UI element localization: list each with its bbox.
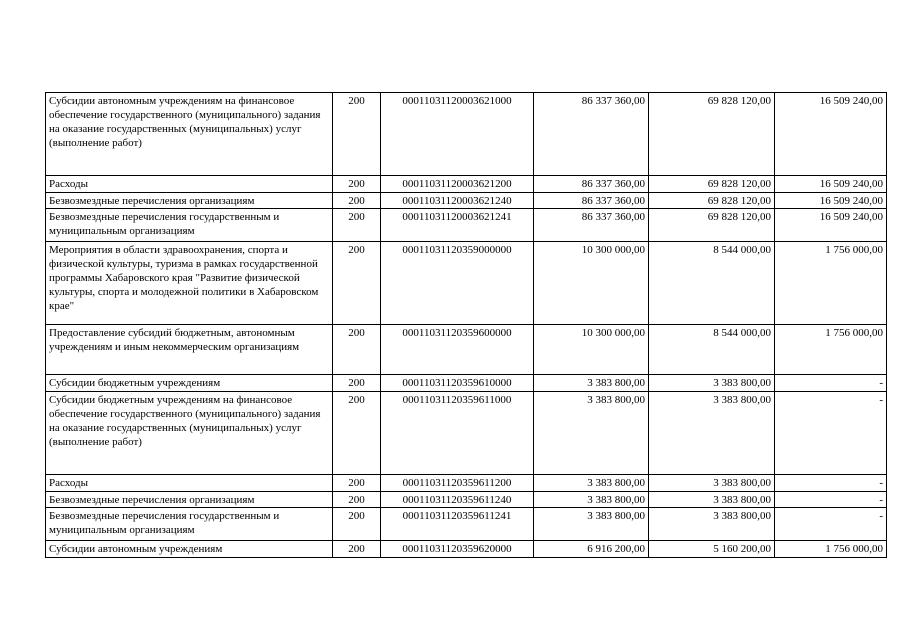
row-code-cell: 200 [333, 93, 381, 176]
row-name-cell: Расходы [46, 176, 333, 193]
row-kbk-cell: 00011031120359611000 [381, 392, 534, 475]
table-row [46, 475, 887, 492]
row-unexecuted-cell: 1 756 000,00 [775, 541, 887, 558]
row-name-cell: Субсидии автономным учреждениям [46, 541, 333, 558]
row-code-cell: 200 [333, 492, 381, 508]
row-name-cell: Расходы [46, 475, 333, 492]
row-executed-cell: 3 383 800,00 [649, 475, 775, 492]
table-row [46, 325, 887, 375]
row-unexecuted-cell: - [775, 492, 887, 508]
budget-table [45, 92, 887, 558]
row-executed-cell: 8 544 000,00 [649, 242, 775, 325]
row-executed-cell: 69 828 120,00 [649, 93, 775, 176]
table-row [46, 541, 887, 558]
row-kbk-cell: 00011031120359611240 [381, 492, 534, 508]
row-executed-cell: 8 544 000,00 [649, 325, 775, 375]
row-executed-cell: 3 383 800,00 [649, 508, 775, 541]
row-approved-cell: 86 337 360,00 [534, 176, 649, 193]
row-name-cell: Безвозмездные перечисления государственным и муниципальным организациям [46, 508, 333, 541]
table-row [46, 209, 887, 242]
row-code-cell: 200 [333, 541, 381, 558]
row-name-cell: Безвозмездные перечисления государственным и муниципальным организациям [46, 209, 333, 242]
row-code-cell: 200 [333, 508, 381, 541]
table-row [46, 392, 887, 475]
row-kbk-cell: 00011031120359600000 [381, 325, 534, 375]
table-row [46, 492, 887, 508]
row-name-cell: Субсидии бюджетным учреждениям на финансовое обеспечение государственного (муниципального) задания на оказание государственных (муниципальных) услуг (выполнение работ) [46, 392, 333, 475]
row-approved-cell: 86 337 360,00 [534, 209, 649, 242]
table-row [46, 193, 887, 209]
row-approved-cell: 86 337 360,00 [534, 93, 649, 176]
row-kbk-cell: 00011031120003621241 [381, 209, 534, 242]
row-code-cell: 200 [333, 392, 381, 475]
row-unexecuted-cell: - [775, 375, 887, 392]
row-code-cell: 200 [333, 209, 381, 242]
row-approved-cell: 3 383 800,00 [534, 508, 649, 541]
row-code-cell: 200 [333, 193, 381, 209]
row-unexecuted-cell: 16 509 240,00 [775, 193, 887, 209]
row-kbk-cell: 00011031120003621000 [381, 93, 534, 176]
row-kbk-cell: 00011031120359610000 [381, 375, 534, 392]
row-name-cell: Субсидии бюджетным учреждениям [46, 375, 333, 392]
row-executed-cell: 3 383 800,00 [649, 375, 775, 392]
row-unexecuted-cell: 16 509 240,00 [775, 176, 887, 193]
row-unexecuted-cell: 1 756 000,00 [775, 242, 887, 325]
row-code-cell: 200 [333, 325, 381, 375]
row-executed-cell: 3 383 800,00 [649, 392, 775, 475]
row-code-cell: 200 [333, 475, 381, 492]
row-kbk-cell: 00011031120003621240 [381, 193, 534, 209]
row-kbk-cell: 00011031120359611200 [381, 475, 534, 492]
row-kbk-cell: 00011031120359620000 [381, 541, 534, 558]
row-name-cell: Субсидии автономным учреждениям на финансовое обеспечение государственного (муниципального) задания на оказание государственных (муниципальных) услуг (выполнение работ) [46, 93, 333, 176]
row-code-cell: 200 [333, 375, 381, 392]
row-executed-cell: 3 383 800,00 [649, 492, 775, 508]
table-row [46, 375, 887, 392]
row-approved-cell: 3 383 800,00 [534, 492, 649, 508]
row-name-cell: Предоставление субсидий бюджетным, автономным учреждениям и иным некоммерческим организациям [46, 325, 333, 375]
table-row [46, 508, 887, 541]
row-unexecuted-cell: - [775, 392, 887, 475]
row-approved-cell: 3 383 800,00 [534, 392, 649, 475]
table-row [46, 176, 887, 193]
row-kbk-cell: 00011031120359611241 [381, 508, 534, 541]
row-approved-cell: 3 383 800,00 [534, 375, 649, 392]
row-executed-cell: 5 160 200,00 [649, 541, 775, 558]
row-code-cell: 200 [333, 242, 381, 325]
row-name-cell: Безвозмездные перечисления организациям [46, 193, 333, 209]
row-approved-cell: 86 337 360,00 [534, 193, 649, 209]
row-code-cell: 200 [333, 176, 381, 193]
table-row [46, 93, 887, 176]
row-approved-cell: 6 916 200,00 [534, 541, 649, 558]
row-name-cell: Мероприятия в области здравоохранения, спорта и физической культуры, туризма в рамках государственной программы Хабаровского края "Развитие физической культуры, спорта и молодежной политики в Хабаровском крае" [46, 242, 333, 325]
row-unexecuted-cell: - [775, 475, 887, 492]
row-approved-cell: 10 300 000,00 [534, 242, 649, 325]
row-unexecuted-cell: 1 756 000,00 [775, 325, 887, 375]
row-kbk-cell: 00011031120359000000 [381, 242, 534, 325]
row-unexecuted-cell: 16 509 240,00 [775, 93, 887, 176]
row-approved-cell: 10 300 000,00 [534, 325, 649, 375]
row-unexecuted-cell: - [775, 508, 887, 541]
row-executed-cell: 69 828 120,00 [649, 176, 775, 193]
row-name-cell: Безвозмездные перечисления организациям [46, 492, 333, 508]
row-unexecuted-cell: 16 509 240,00 [775, 209, 887, 242]
row-executed-cell: 69 828 120,00 [649, 209, 775, 242]
table-row [46, 242, 887, 325]
row-kbk-cell: 00011031120003621200 [381, 176, 534, 193]
row-approved-cell: 3 383 800,00 [534, 475, 649, 492]
row-executed-cell: 69 828 120,00 [649, 193, 775, 209]
